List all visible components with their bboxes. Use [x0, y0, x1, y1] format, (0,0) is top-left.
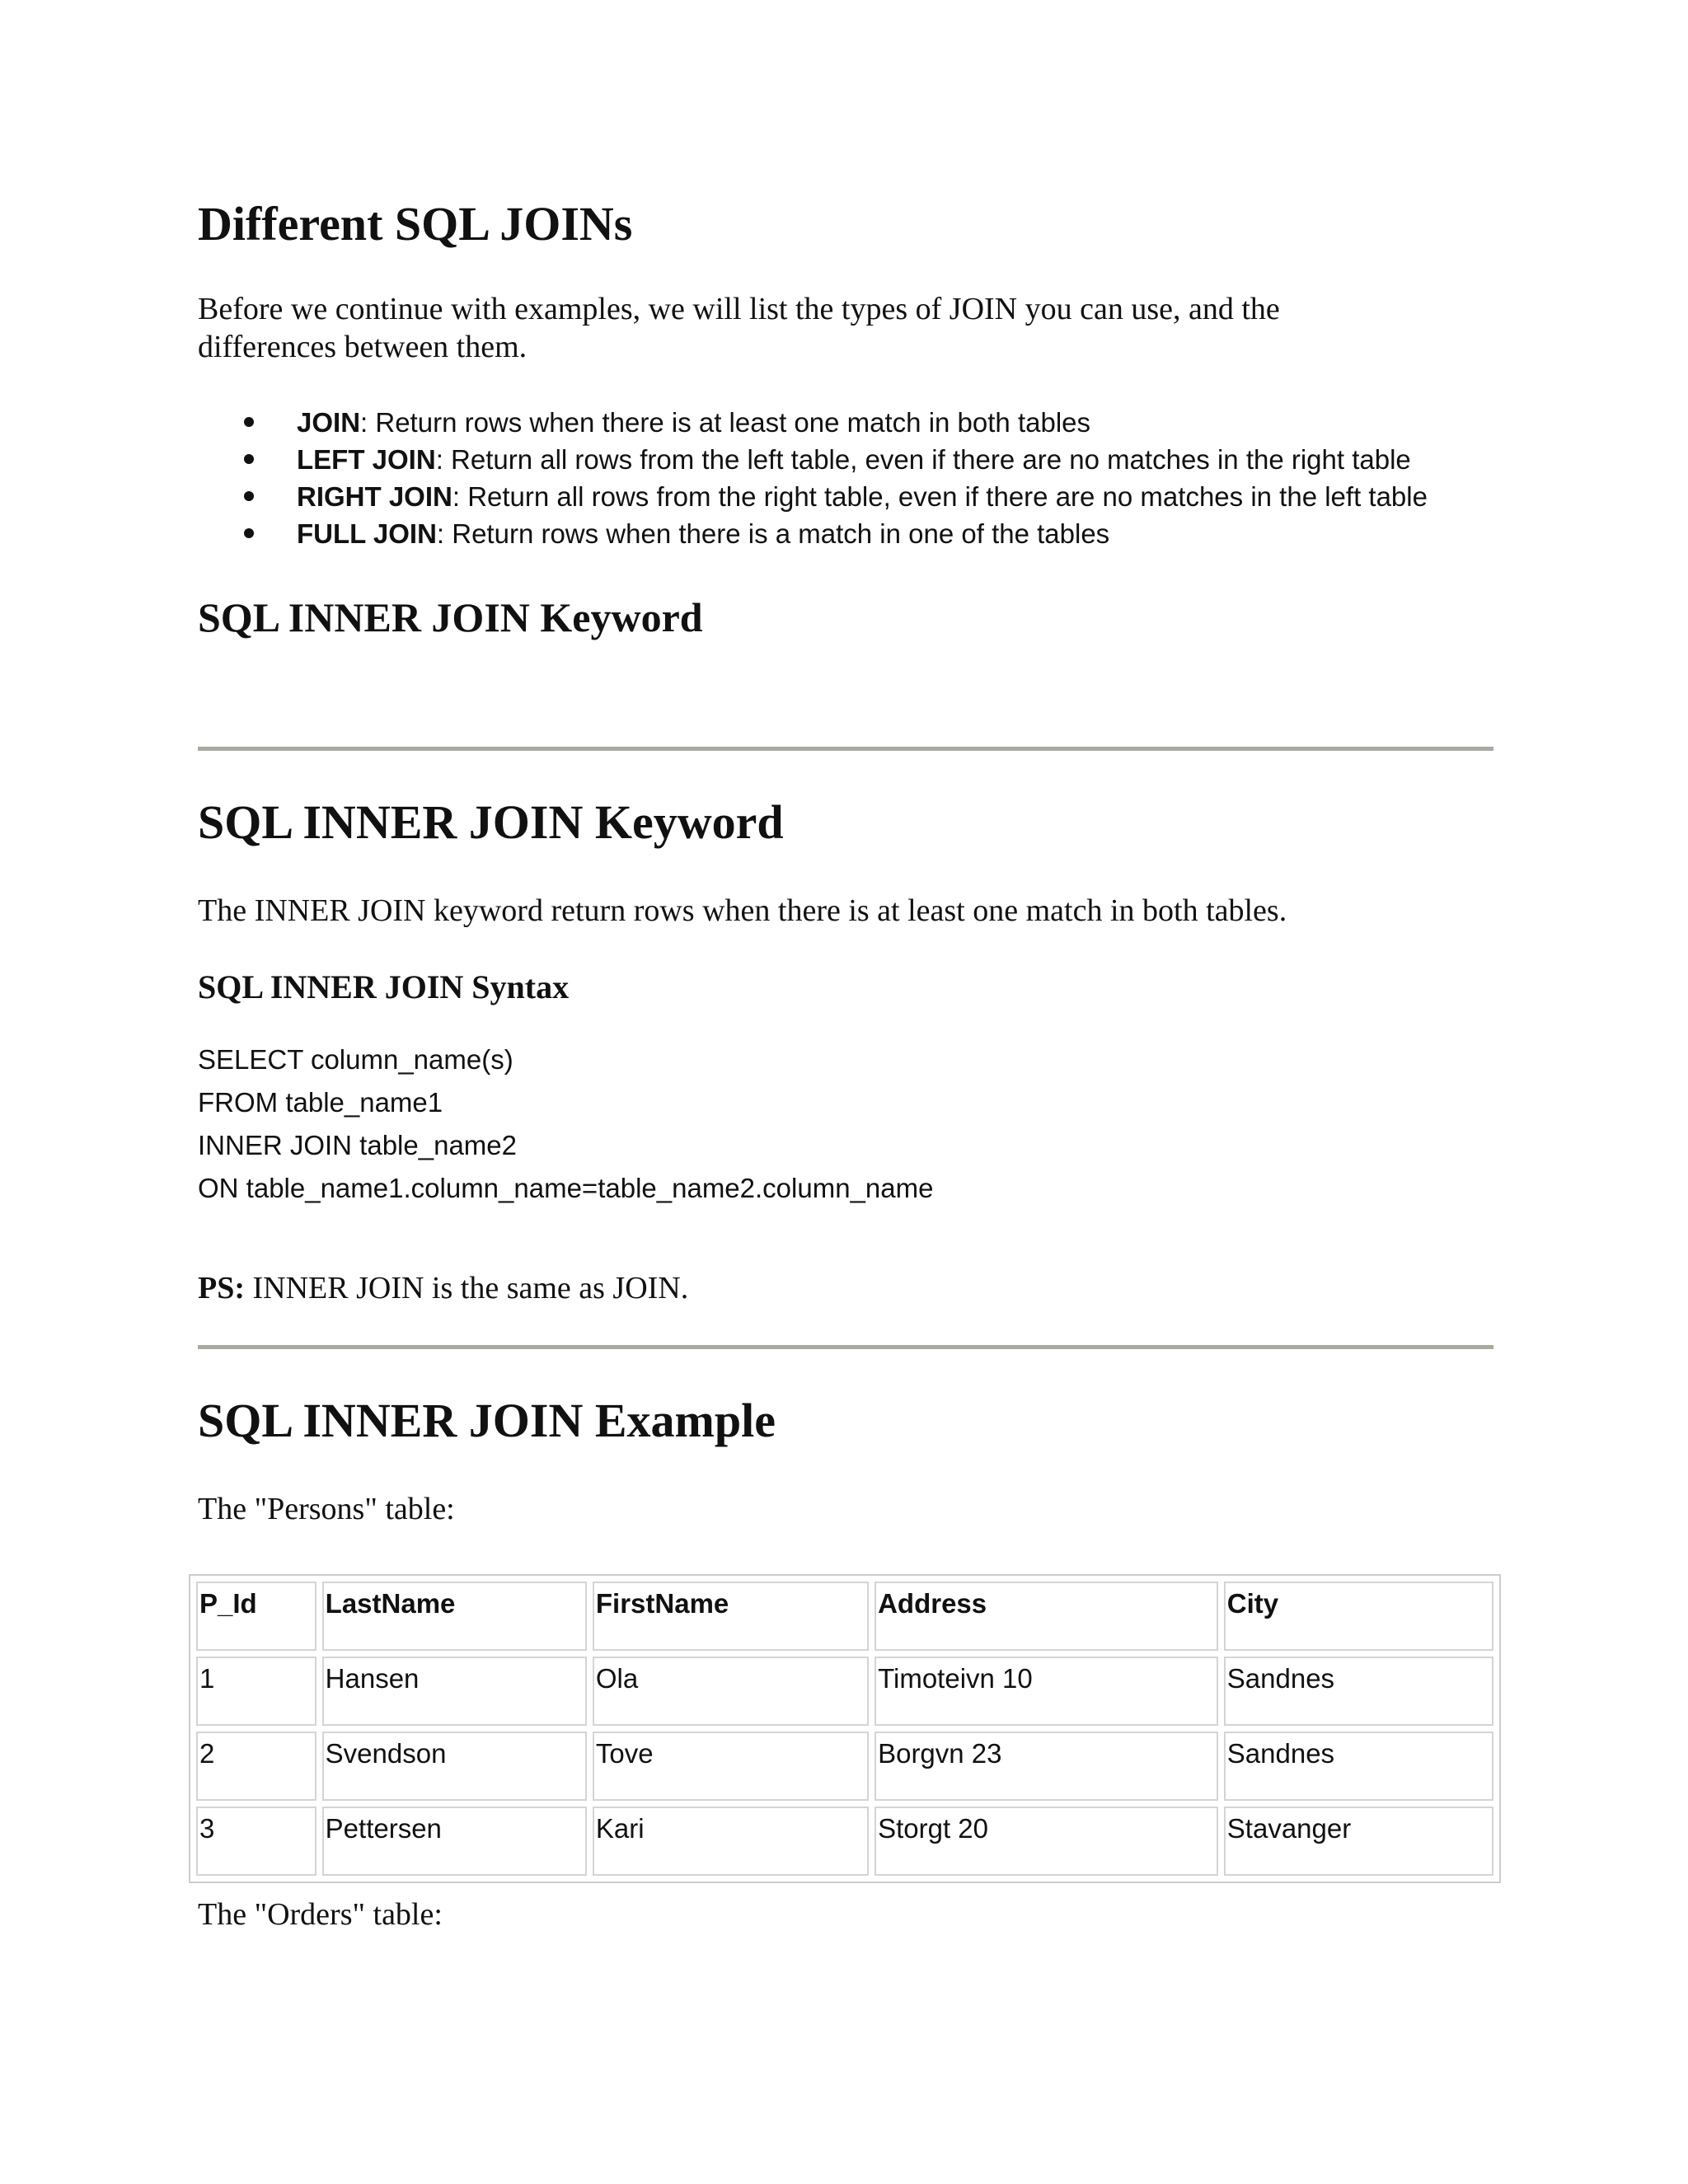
join-type-item [198, 478, 1428, 515]
bullet-icon [244, 491, 254, 501]
orders-table-caption: The "Orders" table: [198, 1897, 443, 1932]
table-cell: Borgvn 23 [874, 1732, 1218, 1801]
table-cell: Timoteivn 10 [874, 1657, 1218, 1726]
table-cell: 3 [196, 1807, 316, 1876]
table-cell: Stavanger [1224, 1807, 1493, 1876]
join-term: RIGHT JOIN [297, 481, 452, 512]
persons-table [189, 1574, 1501, 1883]
bullet-icon [244, 417, 254, 427]
intro-paragraph: Before we continue with examples, we will list the types of JOIN you can use, and the differences between them. [198, 292, 1280, 364]
table-cell: Kari [593, 1807, 869, 1876]
join-type-item [198, 441, 1428, 478]
persons-table-caption: The "Persons" table: [198, 1492, 455, 1526]
join-description: : Return all rows from the right table, even if there are no matches in the left table [452, 481, 1428, 512]
bullet-icon [244, 528, 254, 538]
join-term: LEFT JOIN [297, 444, 436, 475]
table-cell: Hansen [322, 1657, 587, 1726]
column-header: FirstName [593, 1582, 869, 1651]
table-cell: Sandnes [1224, 1657, 1493, 1726]
table-cell: Svendson [322, 1732, 587, 1801]
inner-join-description: The INNER JOIN keyword return rows when there is at least one match in both tables. [198, 893, 1287, 928]
join-term: FULL JOIN [297, 518, 437, 549]
table-cell: Storgt 20 [874, 1807, 1218, 1876]
column-header: Address [874, 1582, 1218, 1651]
heading-inner-join-example: SQL INNER JOIN Example [198, 1394, 776, 1447]
column-header: City [1224, 1582, 1493, 1651]
horizontal-divider [198, 747, 1493, 751]
table-cell: Sandnes [1224, 1732, 1493, 1801]
ps-label: PS: [198, 1271, 245, 1305]
heading-inner-join-keyword: SQL INNER JOIN Keyword [198, 795, 784, 849]
table-row [196, 1807, 1493, 1876]
heading-different-sql-joins: Different SQL JOINs [198, 197, 633, 251]
column-header: LastName [322, 1582, 587, 1651]
join-description: : Return rows when there is a match in one of the tables [436, 518, 1110, 549]
syntax-line: SELECT column_name(s) [198, 1044, 513, 1075]
join-term: JOIN [297, 407, 361, 438]
heading-inner-join-syntax: SQL INNER JOIN Syntax [198, 968, 570, 1005]
sql-syntax-block [198, 1038, 933, 1210]
table-row [196, 1732, 1493, 1801]
table-cell: Ola [593, 1657, 869, 1726]
table-cell: Pettersen [322, 1807, 587, 1876]
join-description: : Return all rows from the left table, even if there are no matches in the right table [435, 444, 1411, 475]
syntax-line: ON table_name1.column_name=table_name2.column_name [198, 1173, 934, 1203]
join-type-item [198, 404, 1428, 441]
table-cell: 2 [196, 1732, 316, 1801]
syntax-line: INNER JOIN table_name2 [198, 1130, 517, 1160]
table-cell: 1 [196, 1657, 316, 1726]
horizontal-divider [198, 1345, 1493, 1349]
join-type-item [198, 515, 1428, 552]
column-header: P_Id [196, 1582, 316, 1651]
syntax-line: FROM table_name1 [198, 1087, 443, 1118]
table-row [196, 1657, 1493, 1726]
bullet-icon [244, 454, 254, 464]
join-description: : Return rows when there is at least one match in both tables [360, 407, 1091, 438]
join-types-list [198, 404, 1428, 552]
heading-inner-join-keyword-small: SQL INNER JOIN Keyword [198, 594, 703, 640]
table-header-row [196, 1582, 1493, 1651]
table-cell: Tove [593, 1732, 869, 1801]
ps-note [198, 1269, 688, 1307]
ps-text: INNER JOIN is the same as JOIN. [245, 1271, 689, 1305]
